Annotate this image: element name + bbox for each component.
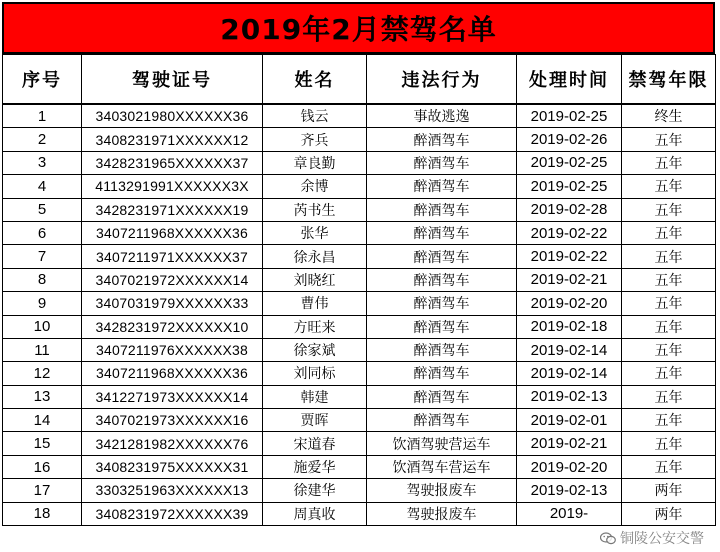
cell-date: 2019-02-25 [517,175,622,198]
table-row [3,385,716,408]
cell-name: 周真收 [263,502,367,525]
cell-violation: 驾驶报废车 [367,502,517,525]
cell-index: 10 [3,315,82,338]
cell-license: 3408231972XXXXXX39 [82,502,263,525]
cell-name: 刘晓红 [263,268,367,291]
cell-violation: 醉酒驾车 [367,362,517,385]
cell-violation: 事故逃逸 [367,104,517,128]
cell-ban-years: 五年 [622,128,716,151]
cell-license: 3412271973XXXXXX14 [82,385,263,408]
cell-license: 3407211976XXXXXX38 [82,338,263,361]
cell-ban-years: 两年 [622,479,716,502]
cell-license: 3428231971XXXXXX19 [82,198,263,221]
cell-name: 曹伟 [263,292,367,315]
table-row [3,198,716,221]
watermark [598,528,706,548]
table-row [3,175,716,198]
cell-date: 2019-02-18 [517,315,622,338]
cell-date: 2019-02-26 [517,128,622,151]
table-row [3,315,716,338]
cell-ban-years: 五年 [622,409,716,432]
cell-date: 2019-02-21 [517,432,622,455]
cell-ban-years: 五年 [622,151,716,174]
cell-name: 齐兵 [263,128,367,151]
cell-ban-years: 五年 [622,385,716,408]
col-header-violation: 违法行为 [367,55,517,105]
cell-ban-years: 五年 [622,432,716,455]
cell-date: 2019-02-28 [517,198,622,221]
table-row [3,151,716,174]
cell-index: 11 [3,338,82,361]
cell-ban-years: 五年 [622,292,716,315]
title-bar [2,2,715,54]
cell-date: 2019-02-01 [517,409,622,432]
table-row [3,128,716,151]
cell-index: 15 [3,432,82,455]
ban-list-sheet [2,2,715,526]
cell-index: 9 [3,292,82,315]
table-row [3,268,716,291]
table-row [3,409,716,432]
cell-name: 刘同标 [263,362,367,385]
table-row [3,479,716,502]
table-row [3,455,716,478]
cell-ban-years: 五年 [622,455,716,478]
table-row [3,502,716,525]
cell-ban-years: 五年 [622,362,716,385]
cell-violation: 醉酒驾车 [367,409,517,432]
page-title: 2019年2月禁驾名单 [220,13,497,46]
cell-license: 3407211968XXXXXX36 [82,362,263,385]
col-header-ban-years: 禁驾年限 [622,55,716,105]
cell-license: 4113291991XXXXXX3X [82,175,263,198]
cell-violation: 醉酒驾车 [367,338,517,361]
cell-date: 2019-02-22 [517,221,622,244]
cell-index: 2 [3,128,82,151]
cell-license: 3408231975XXXXXX31 [82,455,263,478]
cell-name: 施爱华 [263,455,367,478]
cell-license: 3407021972XXXXXX14 [82,268,263,291]
cell-license: 3303251963XXXXXX13 [82,479,263,502]
cell-violation: 醉酒驾车 [367,292,517,315]
cell-ban-years: 五年 [622,268,716,291]
cell-ban-years: 终生 [622,104,716,128]
cell-license: 3408231971XXXXXX12 [82,128,263,151]
cell-name: 贾晖 [263,409,367,432]
cell-violation: 醉酒驾车 [367,221,517,244]
cell-violation: 驾驶报废车 [367,479,517,502]
cell-violation: 醉酒驾车 [367,245,517,268]
cell-violation: 醉酒驾车 [367,315,517,338]
cell-license: 3421281982XXXXXX76 [82,432,263,455]
cell-ban-years: 五年 [622,315,716,338]
cell-violation: 醉酒驾车 [367,151,517,174]
cell-index: 3 [3,151,82,174]
cell-date: 2019-02-13 [517,479,622,502]
cell-violation: 醉酒驾车 [367,268,517,291]
cell-license: 3403021980XXXXXX36 [82,104,263,128]
cell-license: 3407211971XXXXXX37 [82,245,263,268]
cell-ban-years: 五年 [622,338,716,361]
table-row [3,104,716,128]
table-row [3,221,716,244]
cell-date: 2019-02-20 [517,455,622,478]
cell-date: 2019-02-20 [517,292,622,315]
cell-date: 2019- [517,502,622,525]
cell-index: 18 [3,502,82,525]
cell-license: 3428231965XXXXXX37 [82,151,263,174]
cell-license: 3407021973XXXXXX16 [82,409,263,432]
wechat-icon [600,532,616,545]
cell-violation: 饮酒驾驶营运车 [367,432,517,455]
col-header-index: 序号 [3,55,82,105]
cell-date: 2019-02-14 [517,362,622,385]
col-header-license: 驾驶证号 [82,55,263,105]
cell-index: 4 [3,175,82,198]
cell-index: 13 [3,385,82,408]
cell-name: 韩建 [263,385,367,408]
table-body [3,104,716,526]
cell-index: 7 [3,245,82,268]
header-row [3,55,716,105]
table-row [3,292,716,315]
cell-name: 徐建华 [263,479,367,502]
cell-index: 8 [3,268,82,291]
col-header-name: 姓名 [263,55,367,105]
cell-name: 宋道春 [263,432,367,455]
cell-index: 14 [3,409,82,432]
cell-name: 方旺来 [263,315,367,338]
cell-ban-years: 五年 [622,175,716,198]
cell-date: 2019-02-25 [517,151,622,174]
cell-ban-years: 两年 [622,502,716,525]
cell-ban-years: 五年 [622,221,716,244]
cell-ban-years: 五年 [622,198,716,221]
cell-license: 3428231972XXXXXX10 [82,315,263,338]
table-row [3,245,716,268]
cell-violation: 醉酒驾车 [367,175,517,198]
cell-index: 17 [3,479,82,502]
cell-name: 余博 [263,175,367,198]
watermark-text: 铜陵公安交警 [620,531,704,547]
table-row [3,362,716,385]
cell-date: 2019-02-22 [517,245,622,268]
cell-date: 2019-02-21 [517,268,622,291]
cell-violation: 醉酒驾车 [367,128,517,151]
cell-index: 6 [3,221,82,244]
cell-violation: 饮酒驾车营运车 [367,455,517,478]
cell-violation: 醉酒驾车 [367,385,517,408]
cell-name: 徐家斌 [263,338,367,361]
table-row [3,432,716,455]
cell-name: 钱云 [263,104,367,128]
cell-license: 3407211968XXXXXX36 [82,221,263,244]
cell-license: 3407031979XXXXXX33 [82,292,263,315]
cell-index: 5 [3,198,82,221]
cell-date: 2019-02-14 [517,338,622,361]
cell-index: 16 [3,455,82,478]
cell-date: 2019-02-13 [517,385,622,408]
cell-name: 徐永昌 [263,245,367,268]
cell-date: 2019-02-25 [517,104,622,128]
cell-name: 章良勤 [263,151,367,174]
cell-index: 12 [3,362,82,385]
col-header-date: 处理时间 [517,55,622,105]
ban-list-table [2,54,716,526]
cell-index: 1 [3,104,82,128]
cell-name: 芮书生 [263,198,367,221]
cell-ban-years: 五年 [622,245,716,268]
cell-name: 张华 [263,221,367,244]
table-row [3,338,716,361]
cell-violation: 醉酒驾车 [367,198,517,221]
